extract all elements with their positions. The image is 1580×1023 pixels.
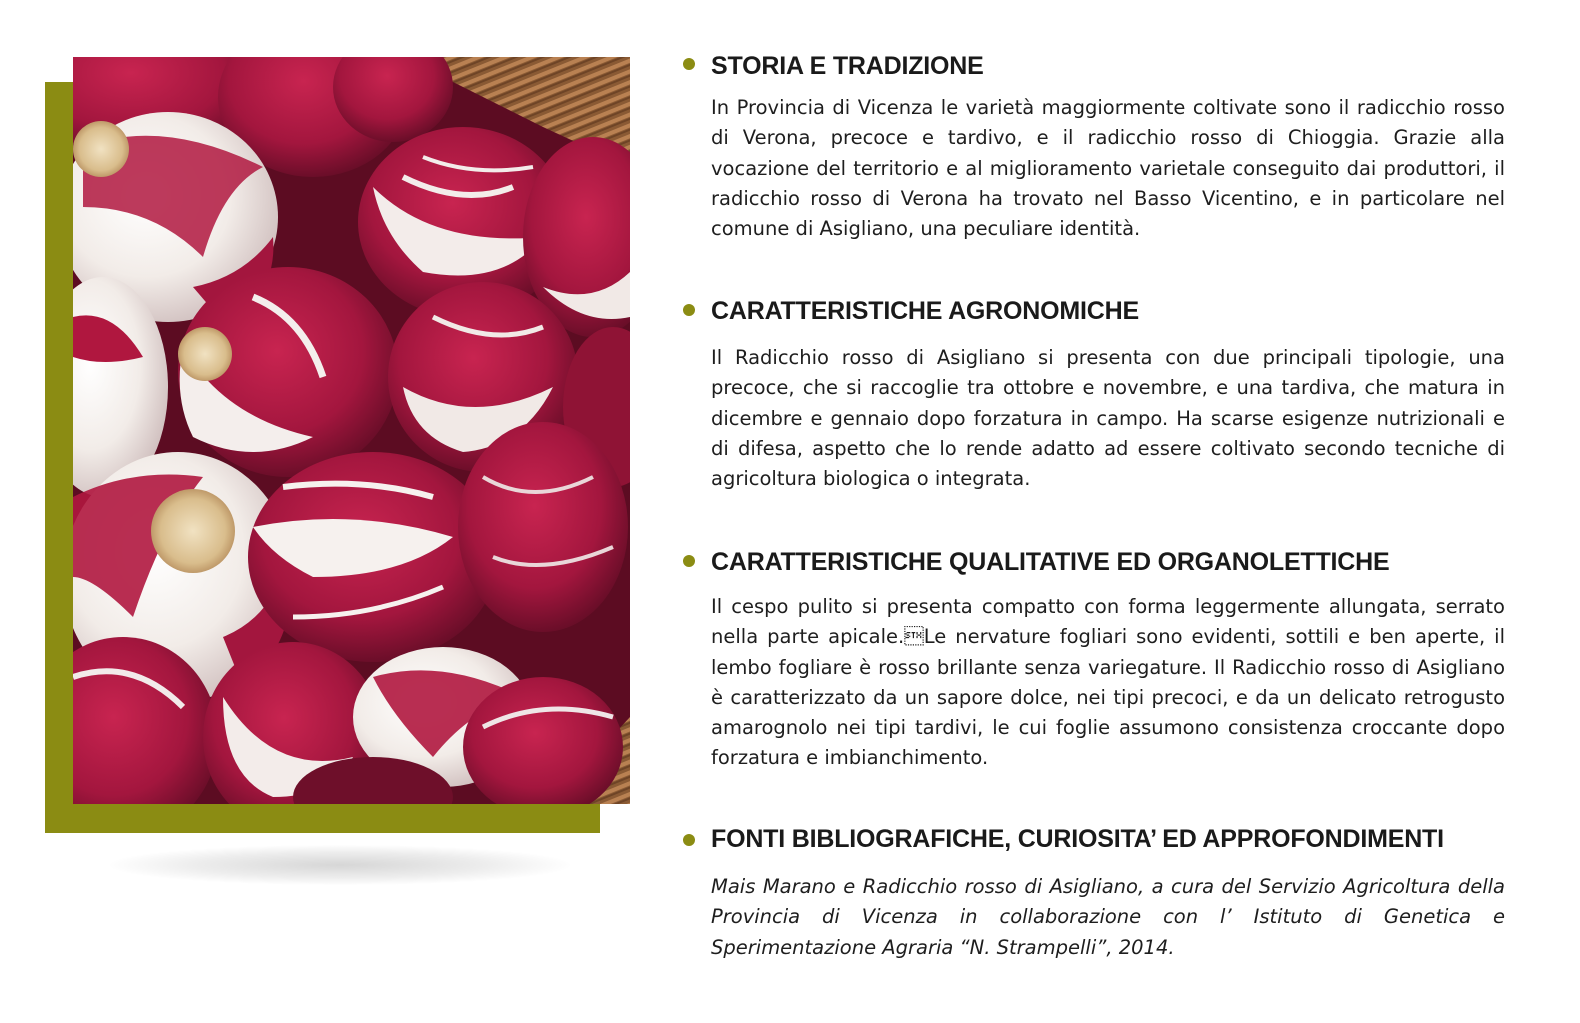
section-heading: CARATTERISTICHE QUALITATIVE ED ORGANOLETTICHE (711, 548, 1390, 576)
bullet-icon (683, 58, 695, 70)
section-heading: CARATTERISTICHE AGRONOMICHE (711, 297, 1139, 325)
radicchio-photo (73, 57, 630, 804)
section-body: In Provincia di Vicenza le varietà maggiormente coltivate sono il radicchio rosso di Verona, precoce e tardivo, e il radicchio rosso di Chioggia. Grazie alla vocazione del territorio e al miglioramento varietale conseguito dai produttori, il radicchio rosso di Verona ha trovato nel Basso Vicentino, e in particolare nel comune di Asigliano, una peculiare identità. (711, 96, 1505, 241)
section-heading: FONTI BIBLIOGRAFICHE, CURIOSITA’ ED APPROFONDIMENTI (711, 825, 1444, 853)
bullet-icon (683, 555, 695, 567)
section-body-citation: Mais Marano e Radicchio rosso di Asigliano, a cura del Servizio Agricoltura della Provincia di Vicenza in collaborazione con l’ Istituto di Genetica e Sperimentazione Agraria “N. Strampelli”, 2014. (711, 875, 1505, 959)
section-body: Il Radicchio rosso di Asigliano si presenta con due principali tipologie, una precoce, che si raccoglie tra ottobre e novembre, e una tardiva, che matura in dicembre e gennaio dopo forzatura in campo. Ha scarse esigenze nutrizionali e di difesa, aspetto che lo rende adatto ad essere coltivato secondo tecniche di agricoltura biologica o integrata. (711, 346, 1505, 491)
photo-block (0, 0, 660, 1023)
bullet-icon (683, 834, 695, 846)
section-heading: STORIA E TRADIZIONE (711, 52, 984, 80)
bullet-icon (683, 304, 695, 316)
photo-shadow (110, 845, 570, 885)
radicchio-illustration (73, 57, 630, 804)
section-body: Il cespo pulito si presenta compatto con forma leggermente allungata, serrato nella parte apicale.Le nervature fogliari sono evidenti, sottili e ben aperte, il lembo fogliare è rosso brillante senza variegature. Il Radicchio rosso di Asigliano è caratterizzato da un sapore dolce, nei tipi precoci, e da un delicato retrogusto amarognolo nei tipi tardivi, le cui foglie assumono consistenza croccante dopo forzatura e imbianchimento. (711, 595, 1505, 770)
